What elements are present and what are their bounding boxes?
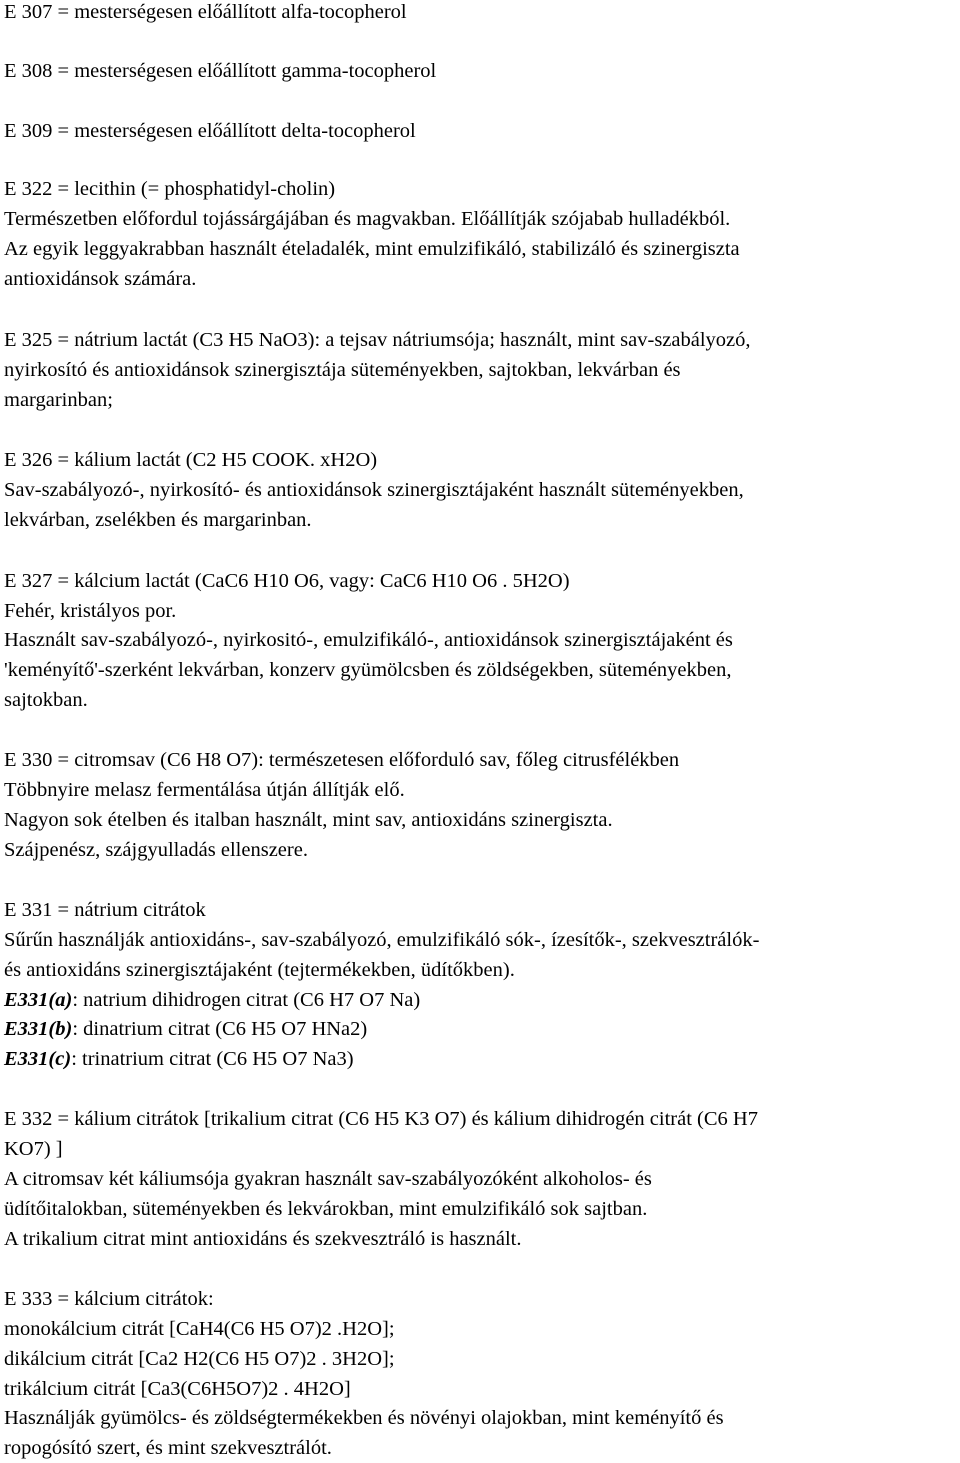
entry-line: 'keményítő'-szerként lekvárban, konzerv gyümölcsben és zöldségekben, süteményekben, <box>4 659 732 681</box>
sub-entry-text: : trinatrium citrat (C6 H5 O7 Na3) <box>71 1048 354 1070</box>
entry-line: Többnyire melasz fermentálása útján állítják elő. <box>4 779 405 801</box>
entry-line: és antioxidáns szinergisztájaként (tejtermékekben, üdítőkben). <box>4 959 515 981</box>
entry-line: ropogósító szert, és mint szekvesztrálót. <box>4 1437 332 1459</box>
entry-line: dikálcium citrát [Ca2 H2(C6 H5 O7)2 . 3H2O]; <box>4 1348 395 1370</box>
sub-entry-code: E331(b) <box>4 1018 73 1040</box>
entry-line: E 330 = citromsav (C6 H8 O7): természetesen előforduló sav, főleg citrusfélékben <box>4 749 680 771</box>
entry-line: monokálcium citrát [CaH4(C6 H5 O7)2 .H2O]; <box>4 1318 395 1340</box>
entry-line: Fehér, kristályos por. <box>4 600 177 622</box>
entry-line: E 333 = kálcium citrátok: <box>4 1288 214 1310</box>
entry-line: E 325 = nátrium lactát (C3 H5 NaO3): a tejsav nátriumsója; használt, mint sav-szabályozó, <box>4 329 751 351</box>
sub-entry-e331c <box>4 1044 354 1074</box>
sub-entry-code: E331(c) <box>4 1048 72 1070</box>
entry-line: KO7) ] <box>4 1138 63 1160</box>
entry-line: trikálcium citrát [Ca3(C6H5O7)2 . 4H2O] <box>4 1378 351 1400</box>
entry-line: A citromsav két káliumsója gyakran használt sav-szabályozóként alkoholos- és <box>4 1168 652 1190</box>
entry-line: Használják gyümölcs- és zöldségtermékekben és növényi olajokban, mint keményítő és <box>4 1407 724 1429</box>
entry-line: nyirkosító és antioxidánsok szinergisztája süteményekben, sajtokban, lekvárban és <box>4 359 681 381</box>
entry-line: E 327 = kálcium lactát (CaC6 H10 O6, vagy: CaC6 H10 O6 . 5H2O) <box>4 570 570 592</box>
entry-line: üdítőitalokban, süteményekben és lekvárokban, mint emulzifikáló sok sajtban. <box>4 1198 648 1220</box>
entry-line: lekvárban, zselékben és margarinban. <box>4 509 312 531</box>
entry-line: Sav-szabályozó-, nyirkosító- és antioxidánsok szinergisztájaként használt süteményekben, <box>4 479 744 501</box>
entry-line: margarinban; <box>4 389 113 411</box>
entry-line: A trikalium citrat mint antioxidáns és szekvesztráló is használt. <box>4 1228 522 1250</box>
entry-line: E 326 = kálium lactát (C2 H5 COOK. xH2O) <box>4 449 378 471</box>
entry-line: E 309 = mesterségesen előállított delta-tocopherol <box>4 120 416 142</box>
entry-line: Az egyik leggyakrabban használt ételadalék, mint emulzifikáló, stabilizáló és szinergiszta <box>4 238 740 260</box>
entry-line: E 307 = mesterségesen előállított alfa-tocopherol <box>4 1 407 23</box>
sub-entry-e331a <box>4 985 420 1015</box>
entry-line: Természetben előfordul tojássárgájában és magvakban. Előállítják szójabab hulladékból. <box>4 208 731 230</box>
entry-line: E 332 = kálium citrátok [trikalium citrat (C6 H5 K3 O7) és kálium dihidrogén citrát (C6 H7 <box>4 1108 758 1130</box>
entry-line: Szájpenész, szájgyulladás ellenszere. <box>4 839 308 861</box>
entry-line: E 322 = lecithin (= phosphatidyl-cholin) <box>4 178 336 200</box>
entry-line: Sűrűn használják antioxidáns-, sav-szabályozó, emulzifikáló sók-, ízesítők-, szekvesztrálók- <box>4 929 760 951</box>
sub-entry-e331b <box>4 1014 367 1044</box>
sub-entry-code: E331(a) <box>4 989 73 1011</box>
entry-line: E 308 = mesterségesen előállított gamma-tocopherol <box>4 60 437 82</box>
entry-line: antioxidánsok számára. <box>4 268 197 290</box>
entry-line: E 331 = nátrium citrátok <box>4 899 206 921</box>
entry-line: Használt sav-szabályozó-, nyirkositó-, emulzifikáló-, antioxidánsok szinergisztájaként és <box>4 629 733 651</box>
entry-line: sajtokban. <box>4 689 88 711</box>
entry-line: Nagyon sok ételben és italban használt, mint sav, antioxidáns szinergiszta. <box>4 809 613 831</box>
sub-entry-text: : natrium dihidrogen citrat (C6 H7 O7 Na) <box>72 989 421 1011</box>
sub-entry-text: : dinatrium citrat (C6 H5 O7 HNa2) <box>72 1018 368 1040</box>
